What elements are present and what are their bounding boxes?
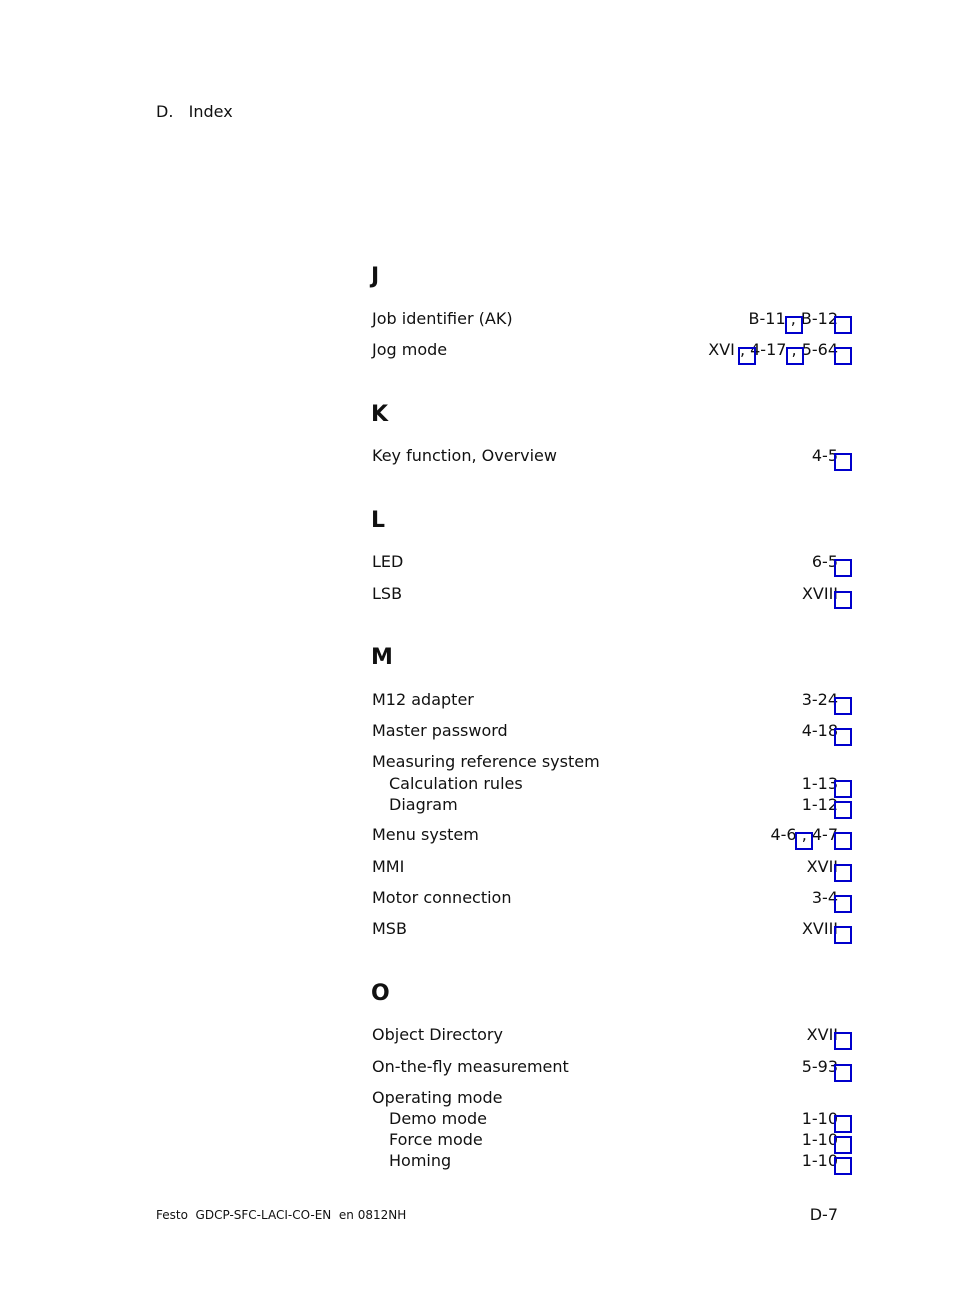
link-box[interactable]	[834, 591, 852, 609]
section-letter-m: M	[371, 645, 393, 670]
index-page-refs[interactable]: 4-5	[811, 446, 838, 465]
index-page-refs[interactable]: 4-18	[801, 721, 838, 740]
index-term: On-the-fly measurement	[372, 1057, 569, 1076]
index-page-refs[interactable]: XVI , 4-17 , 5-64	[708, 340, 838, 359]
index-term: Menu system	[372, 825, 479, 844]
link-box[interactable]	[834, 801, 852, 819]
index-page-refs[interactable]: 6-5	[811, 552, 838, 571]
link-box[interactable]	[834, 926, 852, 944]
index-page-refs[interactable]: XVII	[806, 857, 838, 876]
index-subterm: Force mode	[389, 1130, 483, 1149]
index-page-refs[interactable]: XVII	[806, 1025, 838, 1044]
index-page-refs[interactable]: B-11 , B-12	[748, 309, 838, 328]
index-term: Jog mode	[372, 340, 448, 359]
index-page-refs[interactable]: 1-13	[801, 774, 838, 793]
link-box[interactable]	[834, 1064, 852, 1082]
footer-page-number: D-7	[809, 1205, 838, 1224]
index-page-refs[interactable]: 4-6 , 4-7	[770, 825, 838, 844]
index-term: Operating mode	[372, 1088, 503, 1107]
index-page-refs[interactable]: 1-10	[801, 1151, 838, 1170]
link-box[interactable]	[785, 316, 803, 334]
link-box[interactable]	[834, 1157, 852, 1175]
section-letter-j: J	[371, 264, 380, 289]
link-box[interactable]	[834, 316, 852, 334]
running-header: D. Index	[156, 102, 233, 121]
index-page-refs[interactable]: 3-4	[811, 888, 838, 907]
index-term: Motor connection	[372, 888, 512, 907]
index-term: LED	[372, 552, 404, 571]
section-letter-k: K	[371, 402, 389, 427]
index-page-refs[interactable]: XVIII	[801, 919, 838, 938]
footer-doc-id: Festo GDCP-SFC-LACI-CO-EN en 0812NH	[156, 1208, 407, 1222]
index-subterm: Homing	[389, 1151, 452, 1170]
link-box[interactable]	[795, 832, 813, 850]
index-subterm: Diagram	[389, 795, 458, 814]
index-page-refs[interactable]: 1-10	[801, 1130, 838, 1149]
index-page-refs[interactable]: 1-10	[801, 1109, 838, 1128]
index-term: LSB	[372, 584, 403, 603]
index-page-refs[interactable]: XVIII	[801, 584, 838, 603]
link-box[interactable]	[834, 1032, 852, 1050]
index-term: Job identifier (AK)	[372, 309, 513, 328]
index-page-refs[interactable]: 1-12	[801, 795, 838, 814]
index-page-refs[interactable]: 5-93	[801, 1057, 838, 1076]
link-box[interactable]	[834, 728, 852, 746]
index-term: Key function, Overview	[372, 446, 557, 465]
section-letter-o: O	[371, 981, 390, 1006]
index-term: Measuring reference system	[372, 752, 600, 771]
link-box[interactable]	[834, 453, 852, 471]
link-box[interactable]	[834, 864, 852, 882]
index-subterm: Demo mode	[389, 1109, 487, 1128]
link-box[interactable]	[834, 895, 852, 913]
index-term: MSB	[372, 919, 407, 938]
link-box[interactable]	[738, 347, 756, 365]
index-term: Object Directory	[372, 1025, 503, 1044]
link-box[interactable]	[786, 347, 804, 365]
index-page-refs[interactable]: 3-24	[801, 690, 838, 709]
link-box[interactable]	[834, 832, 852, 850]
index-term: MMI	[372, 857, 405, 876]
index-term: Master password	[372, 721, 508, 740]
section-letter-l: L	[371, 508, 386, 533]
link-box[interactable]	[834, 347, 852, 365]
index-subterm: Calculation rules	[389, 774, 523, 793]
index-term: M12 adapter	[372, 690, 474, 709]
link-box[interactable]	[834, 559, 852, 577]
link-box[interactable]	[834, 697, 852, 715]
